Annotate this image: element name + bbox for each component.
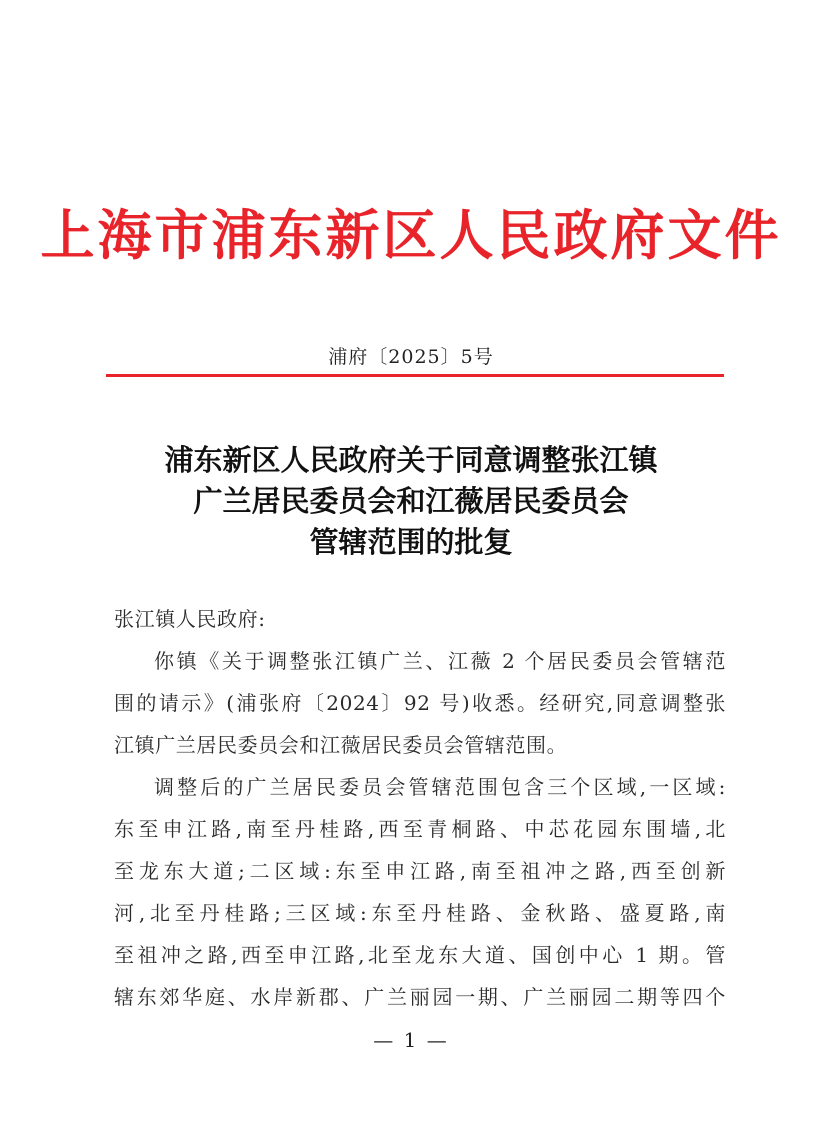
paragraph-1-line: 你镇《关于调整张江镇广兰、江薇 2 个居民委员会管辖范 xyxy=(154,649,726,673)
title-line: 广兰居民委员会和江薇居民委员会 xyxy=(193,484,629,518)
paragraph-2-line: 东至申江路,南至丹桂路,西至青桐路、中芯花园东围墙,北 xyxy=(114,817,726,841)
paragraph-2-line: 河,北至丹桂路;三区域:东至丹桂路、金秋路、盛夏路,南 xyxy=(114,901,726,925)
paragraph-2-line: 至祖冲之路,西至申江路,北至龙东大道、国创中心 1 期。管 xyxy=(114,943,726,967)
red-divider-line xyxy=(106,374,724,377)
document-number: 浦府〔2025〕5号 xyxy=(328,346,494,368)
title-line: 管辖范围的批复 xyxy=(309,525,513,559)
document-masthead: 上海市浦东新区人民政府文件 xyxy=(40,203,782,267)
paragraph-2-line: 至龙东大道;二区域:东至申江路,南至祖冲之路,西至创新 xyxy=(114,859,726,883)
paragraph-1-line: 围的请示》(浦张府〔2024〕92 号)收悉。经研究,同意调整张 xyxy=(114,691,726,715)
paragraph-2-line: 调整后的广兰居民委员会管辖范围包含三个区域,一区域: xyxy=(154,775,726,799)
paragraph-1-line: 江镇广兰居民委员会和江薇居民委员会管辖范围。 xyxy=(114,733,568,757)
document-body xyxy=(114,598,726,1018)
paragraph-2-line: 辖东郊华庭、水岸新郡、广兰丽园一期、广兰丽园二期等四个 xyxy=(114,985,726,1009)
salutation: 张江镇人民政府: xyxy=(114,607,266,631)
document-title xyxy=(0,440,822,563)
page-number: — 1 — xyxy=(373,1028,449,1052)
title-line: 浦东新区人民政府关于同意调整张江镇 xyxy=(164,443,658,477)
